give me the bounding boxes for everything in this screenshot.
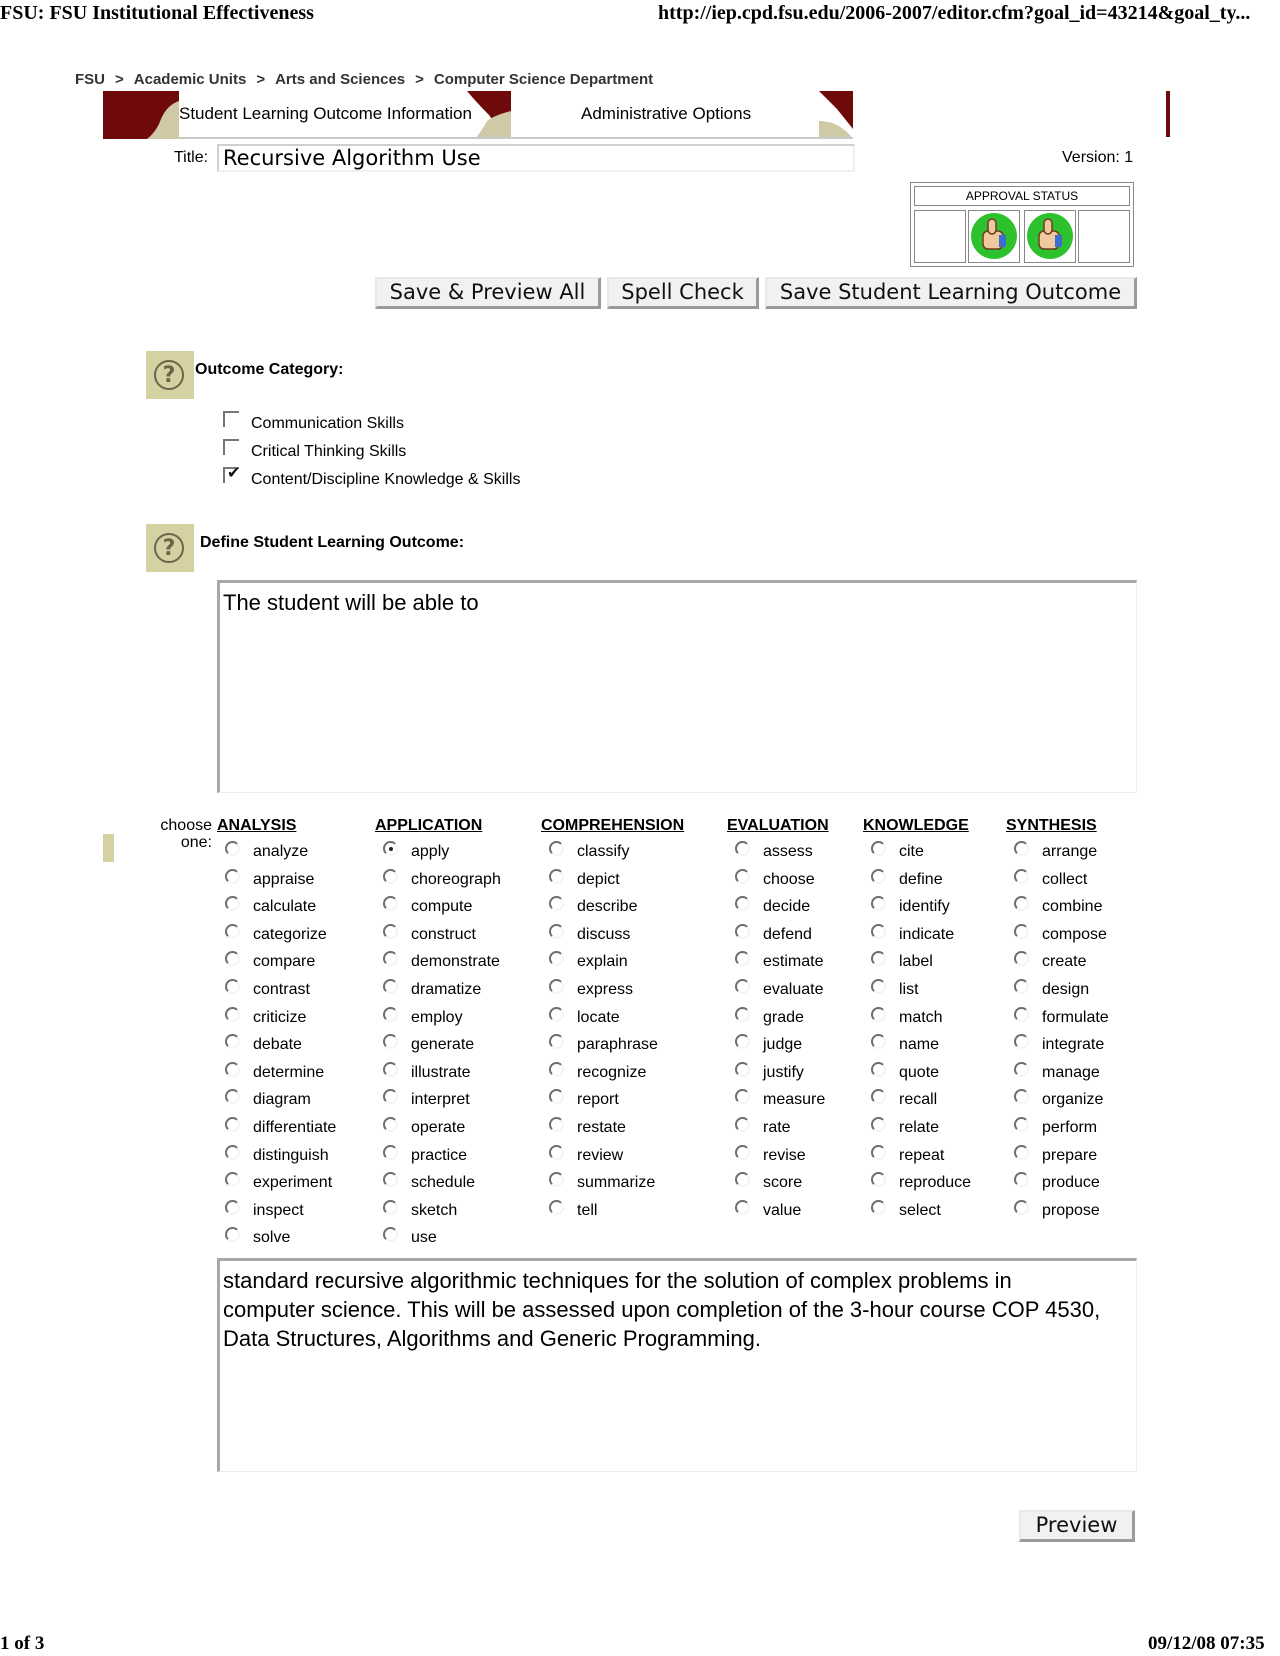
radio-depict[interactable] bbox=[549, 869, 564, 884]
radio-label: repeat bbox=[899, 1146, 945, 1164]
approval-status-label: APPROVAL STATUS bbox=[914, 186, 1130, 206]
radio-distinguish[interactable] bbox=[225, 1145, 240, 1160]
radio-practice[interactable] bbox=[383, 1145, 398, 1160]
checkmark-icon: ✔ bbox=[227, 465, 241, 482]
outcome-category-heading: Outcome Category: bbox=[195, 361, 344, 378]
radio-locate[interactable] bbox=[549, 1007, 564, 1022]
radio-relate[interactable] bbox=[871, 1117, 886, 1132]
save-preview-all-button[interactable]: Save & Preview All bbox=[375, 277, 601, 309]
column-heading-comprehension[interactable]: COMPREHENSION bbox=[541, 817, 685, 834]
radio-label: score bbox=[763, 1174, 803, 1192]
radio-label: criticize bbox=[253, 1008, 307, 1026]
radio-integrate[interactable] bbox=[1014, 1034, 1029, 1049]
radio-cite[interactable] bbox=[871, 841, 886, 856]
breadcrumb-item-fsu[interactable]: FSU bbox=[75, 71, 105, 88]
radio-label: interpret bbox=[411, 1091, 470, 1109]
radio-grade[interactable] bbox=[735, 1007, 750, 1022]
radio-name[interactable] bbox=[871, 1034, 886, 1049]
radio-combine[interactable] bbox=[1014, 896, 1029, 911]
radio-categorize[interactable] bbox=[225, 924, 240, 939]
radio-report[interactable] bbox=[549, 1089, 564, 1104]
radio-label: differentiate bbox=[253, 1119, 337, 1136]
save-outcome-button[interactable]: Save Student Learning Outcome bbox=[765, 277, 1137, 309]
radio-design[interactable] bbox=[1014, 979, 1029, 994]
radio-review[interactable] bbox=[549, 1145, 564, 1160]
radio-formulate[interactable] bbox=[1014, 1007, 1029, 1022]
radio-generate[interactable] bbox=[383, 1034, 398, 1049]
radio-label: schedule bbox=[411, 1174, 476, 1192]
radio-describe[interactable] bbox=[549, 896, 564, 911]
radio-compose[interactable] bbox=[1014, 924, 1029, 939]
radio-define[interactable] bbox=[871, 869, 886, 884]
radio-organize[interactable] bbox=[1014, 1089, 1029, 1104]
radio-label: reproduce bbox=[899, 1174, 972, 1192]
radio-label: recognize bbox=[577, 1063, 647, 1081]
radio-quote[interactable] bbox=[871, 1062, 886, 1077]
radio-label: evaluate bbox=[763, 981, 824, 998]
print-page-number: 1 of 3 bbox=[0, 1633, 45, 1654]
radio-label: discuss bbox=[577, 925, 631, 943]
help-icon[interactable]: ? bbox=[146, 524, 194, 572]
radio-label: value bbox=[763, 1201, 802, 1219]
radio-score[interactable] bbox=[735, 1172, 750, 1187]
radio-rate[interactable] bbox=[735, 1117, 750, 1132]
radio-calculate[interactable] bbox=[225, 896, 240, 911]
radio-label: employ bbox=[411, 1008, 463, 1026]
radio-label: experiment bbox=[253, 1174, 333, 1192]
define-outcome-heading: Define Student Learning Outcome: bbox=[200, 534, 465, 551]
radio-demonstrate[interactable] bbox=[383, 951, 398, 966]
radio-label: design bbox=[1042, 981, 1090, 998]
radio-assess[interactable] bbox=[735, 841, 750, 856]
radio-label: locate bbox=[577, 1008, 620, 1026]
breadcrumb-separator: > bbox=[415, 71, 424, 88]
radio-label: analyze bbox=[253, 843, 309, 860]
radio-label: organize bbox=[1042, 1091, 1104, 1109]
radio-label: relate bbox=[899, 1119, 940, 1136]
radio-dramatize[interactable] bbox=[383, 979, 398, 994]
choose-one-label: choose one: bbox=[160, 817, 212, 851]
radio-label: create bbox=[1042, 953, 1087, 971]
radio-judge[interactable] bbox=[735, 1034, 750, 1049]
radio-contrast[interactable] bbox=[225, 979, 240, 994]
radio-select[interactable] bbox=[871, 1200, 886, 1215]
preview-button[interactable]: Preview bbox=[1019, 1510, 1135, 1542]
radio-illustrate[interactable] bbox=[383, 1062, 398, 1077]
radio-label: justify bbox=[763, 1063, 804, 1081]
radio-label: classify bbox=[577, 843, 630, 860]
outcome-completion-textarea[interactable] bbox=[217, 1258, 1137, 1472]
radio-label: list bbox=[899, 981, 919, 998]
radio-schedule[interactable] bbox=[383, 1172, 398, 1187]
radio-restate[interactable] bbox=[549, 1117, 564, 1132]
radio-choreograph[interactable] bbox=[383, 869, 398, 884]
radio-label: identify bbox=[899, 898, 950, 916]
radio-selected-dot bbox=[389, 847, 393, 851]
radio-label: select bbox=[899, 1201, 941, 1219]
radio-choose[interactable] bbox=[735, 869, 750, 884]
radio-evaluate[interactable] bbox=[735, 979, 750, 994]
radio-label: restate bbox=[577, 1119, 626, 1136]
radio-construct[interactable] bbox=[383, 924, 398, 939]
radio-experiment[interactable] bbox=[225, 1172, 240, 1187]
column-heading-synthesis[interactable]: SYNTHESIS bbox=[1006, 817, 1097, 834]
radio-label: compare bbox=[253, 953, 316, 971]
radio-recall[interactable] bbox=[871, 1089, 886, 1104]
outcome-intro-text: The student will be able to bbox=[223, 590, 479, 615]
radio-label: diagram bbox=[253, 1091, 311, 1109]
print-datetime: 09/12/08 07:35 bbox=[1148, 1633, 1265, 1654]
radio-operate[interactable] bbox=[383, 1117, 398, 1132]
radio-analyze[interactable] bbox=[225, 841, 240, 856]
checkbox-label: Content/Discipline Knowledge & Skills bbox=[251, 471, 521, 488]
help-icon[interactable]: ? bbox=[146, 351, 194, 399]
radio-label: label bbox=[899, 953, 933, 971]
radio-inspect[interactable] bbox=[225, 1200, 240, 1215]
breadcrumb-item-computer-science[interactable]: Computer Science Department bbox=[433, 71, 654, 88]
radio-create[interactable] bbox=[1014, 951, 1029, 966]
radio-sketch[interactable] bbox=[383, 1200, 398, 1215]
radio-label: compute bbox=[411, 898, 473, 916]
radio-label: defend bbox=[763, 925, 812, 943]
radio-label: express bbox=[577, 981, 634, 998]
radio-label: decide bbox=[763, 898, 811, 916]
column-heading-knowledge[interactable]: KNOWLEDGE bbox=[863, 817, 969, 834]
radio-tell[interactable] bbox=[549, 1200, 564, 1215]
radio-label: compose bbox=[1042, 925, 1107, 943]
radio-label: formulate bbox=[1042, 1008, 1109, 1026]
breadcrumb-separator: > bbox=[115, 71, 124, 88]
radio-list[interactable] bbox=[871, 979, 886, 994]
radio-label: sketch bbox=[411, 1201, 458, 1219]
radio-repeat[interactable] bbox=[871, 1145, 886, 1160]
radio-label: operate bbox=[411, 1119, 466, 1136]
radio-indicate[interactable] bbox=[871, 924, 886, 939]
radio-label: revise bbox=[763, 1146, 806, 1164]
radio-label: integrate bbox=[1042, 1036, 1105, 1054]
radio-label: generate bbox=[411, 1036, 475, 1054]
print-page-url: http://iep.cpd.fsu.edu/2006-2007/editor.cfm?goal_id=43214&goal_ty... bbox=[658, 2, 1251, 24]
radio-label: practice bbox=[411, 1146, 468, 1164]
radio-revise[interactable] bbox=[735, 1145, 750, 1160]
radio-debate[interactable] bbox=[225, 1034, 240, 1049]
radio-label[interactable] bbox=[871, 951, 886, 966]
radio-label: paraphrase bbox=[577, 1036, 658, 1054]
radio-label: calculate bbox=[253, 898, 317, 916]
radio-identify[interactable] bbox=[871, 896, 886, 911]
tab-student-learning-outcome[interactable]: Student Learning Outcome Information bbox=[179, 104, 472, 123]
radio-compare[interactable] bbox=[225, 951, 240, 966]
radio-employ[interactable] bbox=[383, 1007, 398, 1022]
radio-label: propose bbox=[1042, 1201, 1100, 1219]
radio-criticize[interactable] bbox=[225, 1007, 240, 1022]
radio-prepare[interactable] bbox=[1014, 1145, 1029, 1160]
outcome-completion-text: standard recursive algorithmic techniques for the solution of complex problems in computer science. This will be assessed upon completion of the 3-hour course COP 4530, Data Structures, Algorithms and Generic Programming. bbox=[223, 1268, 1101, 1351]
radio-discuss[interactable] bbox=[549, 924, 564, 939]
radio-solve[interactable] bbox=[225, 1227, 240, 1242]
radio-collect[interactable] bbox=[1014, 869, 1029, 884]
radio-label: quote bbox=[899, 1063, 940, 1081]
radio-measure[interactable] bbox=[735, 1089, 750, 1104]
tab-administrative-options[interactable]: Administrative Options bbox=[581, 104, 752, 123]
radio-produce[interactable] bbox=[1014, 1172, 1029, 1187]
radio-label: dramatize bbox=[411, 981, 482, 998]
radio-value[interactable] bbox=[735, 1200, 750, 1215]
radio-label: choreograph bbox=[411, 870, 501, 888]
radio-interpret[interactable] bbox=[383, 1089, 398, 1104]
radio-label: explain bbox=[577, 953, 628, 971]
radio-reproduce[interactable] bbox=[871, 1172, 886, 1187]
radio-compute[interactable] bbox=[383, 896, 398, 911]
radio-label: tell bbox=[577, 1201, 598, 1219]
radio-estimate[interactable] bbox=[735, 951, 750, 966]
column-heading-application[interactable]: APPLICATION bbox=[375, 817, 483, 834]
radio-label: cite bbox=[899, 843, 924, 860]
radio-differentiate[interactable] bbox=[225, 1117, 240, 1132]
radio-label: illustrate bbox=[411, 1063, 471, 1081]
breadcrumb-item-arts-and-sciences[interactable]: Arts and Sciences bbox=[275, 71, 406, 88]
column-heading-analysis[interactable]: ANALYSIS bbox=[217, 817, 297, 834]
radio-label: inspect bbox=[253, 1201, 304, 1219]
radio-label: distinguish bbox=[253, 1146, 329, 1164]
radio-propose[interactable] bbox=[1014, 1200, 1029, 1215]
print-page-title: FSU: FSU Institutional Effectiveness bbox=[0, 2, 314, 24]
radio-label: recall bbox=[899, 1091, 938, 1109]
column-heading-evaluation[interactable]: EVALUATION bbox=[727, 817, 829, 834]
radio-label: name bbox=[899, 1036, 940, 1054]
radio-label: apply bbox=[411, 843, 450, 860]
radio-label: use bbox=[411, 1229, 437, 1247]
title-label: Title: bbox=[174, 149, 209, 166]
radio-decide[interactable] bbox=[735, 896, 750, 911]
radio-use[interactable] bbox=[383, 1227, 398, 1242]
radio-label: perform bbox=[1042, 1119, 1098, 1136]
radio-label: solve bbox=[253, 1229, 291, 1247]
radio-arrange[interactable] bbox=[1014, 841, 1029, 856]
radio-defend[interactable] bbox=[735, 924, 750, 939]
radio-label: assess bbox=[763, 843, 813, 860]
radio-manage[interactable] bbox=[1014, 1062, 1029, 1077]
radio-label: review bbox=[577, 1146, 624, 1164]
radio-label: demonstrate bbox=[411, 953, 500, 971]
radio-label: manage bbox=[1042, 1063, 1100, 1081]
radio-diagram[interactable] bbox=[225, 1089, 240, 1104]
breadcrumb-item-academic-units[interactable]: Academic Units bbox=[133, 71, 247, 88]
radio-appraise[interactable] bbox=[225, 869, 240, 884]
radio-perform[interactable] bbox=[1014, 1117, 1029, 1132]
radio-label: grade bbox=[763, 1008, 804, 1026]
checkbox-label: Critical Thinking Skills bbox=[251, 443, 407, 460]
breadcrumb-separator: > bbox=[256, 71, 266, 88]
radio-label: produce bbox=[1042, 1174, 1100, 1192]
radio-label: indicate bbox=[899, 925, 955, 943]
radio-label: judge bbox=[763, 1036, 803, 1054]
radio-paraphrase[interactable] bbox=[549, 1034, 564, 1049]
radio-label: prepare bbox=[1042, 1146, 1098, 1164]
radio-summarize[interactable] bbox=[549, 1172, 564, 1187]
radio-label: rate bbox=[763, 1119, 791, 1136]
radio-justify[interactable] bbox=[735, 1062, 750, 1077]
radio-label: debate bbox=[253, 1036, 302, 1054]
radio-label: define bbox=[899, 870, 943, 888]
radio-label: determine bbox=[253, 1063, 325, 1081]
radio-label: estimate bbox=[763, 953, 824, 971]
radio-label: combine bbox=[1042, 898, 1103, 916]
radio-label: categorize bbox=[253, 925, 327, 943]
radio-label: collect bbox=[1042, 870, 1088, 888]
radio-determine[interactable] bbox=[225, 1062, 240, 1077]
radio-express[interactable] bbox=[549, 979, 564, 994]
radio-explain[interactable] bbox=[549, 951, 564, 966]
radio-label: contrast bbox=[253, 981, 310, 998]
radio-match[interactable] bbox=[871, 1007, 886, 1022]
radio-apply[interactable] bbox=[383, 841, 398, 856]
radio-label: arrange bbox=[1042, 843, 1098, 860]
radio-label: summarize bbox=[577, 1174, 656, 1192]
radio-recognize[interactable] bbox=[549, 1062, 564, 1077]
spell-check-button[interactable]: Spell Check bbox=[607, 277, 759, 309]
radio-label: report bbox=[577, 1091, 619, 1109]
radio-label: depict bbox=[577, 870, 620, 888]
radio-label: match bbox=[899, 1008, 943, 1026]
checkbox-label: Communication Skills bbox=[251, 415, 404, 432]
radio-label: appraise bbox=[253, 870, 315, 888]
radio-label: choose bbox=[763, 870, 815, 888]
radio-label: measure bbox=[763, 1091, 826, 1109]
version-text: Version: 1 bbox=[1062, 149, 1134, 166]
radio-label: describe bbox=[577, 898, 638, 916]
radio-label: construct bbox=[411, 925, 476, 943]
radio-classify[interactable] bbox=[549, 841, 564, 856]
